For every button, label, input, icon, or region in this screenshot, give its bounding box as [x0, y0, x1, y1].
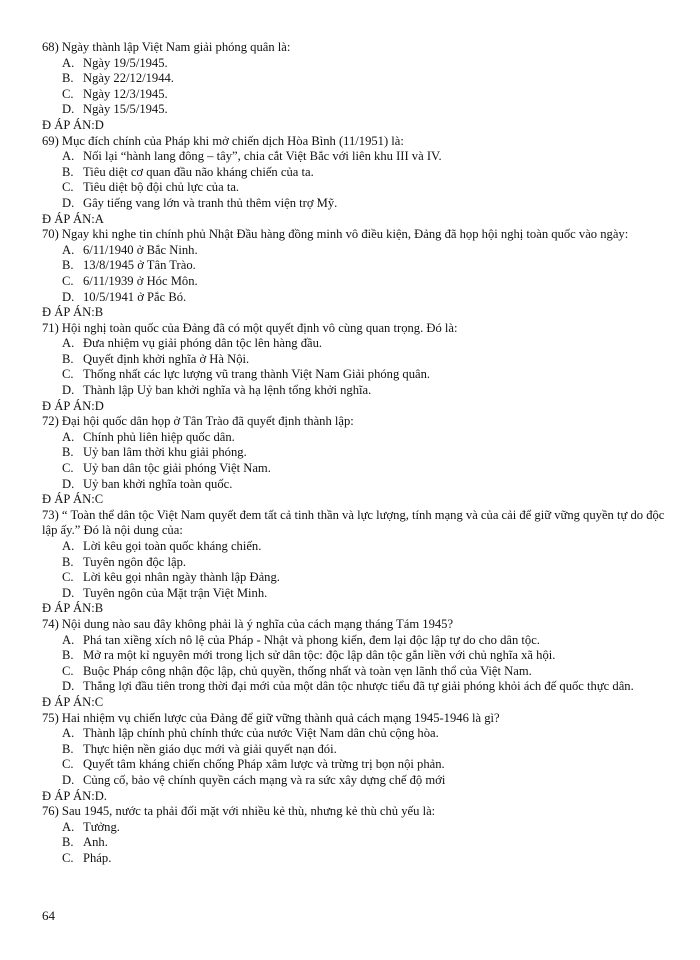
option-letter: D.: [62, 383, 75, 398]
option-letter: B.: [62, 835, 74, 850]
option-text: Ngày 15/5/1945.: [83, 102, 168, 117]
answer-option: [42, 56, 682, 72]
question-block: [42, 321, 682, 415]
option-letter: A.: [62, 149, 75, 164]
option-text: Lời kêu gọi nhân ngày thành lập Đảng.: [83, 570, 280, 585]
question-block: [42, 617, 682, 711]
option-letter: D.: [62, 289, 75, 304]
option-letter: A.: [62, 55, 75, 70]
option-letter: A.: [62, 726, 75, 741]
option-letter: A.: [62, 539, 75, 553]
answer-option: [42, 477, 682, 493]
option-text: Ngày 19/5/1945.: [83, 55, 168, 70]
option-text: Thành lập chính phủ chính thức của nước Việt Nam dân chủ cộng hòa.: [83, 726, 439, 741]
option-text: Quyết tâm kháng chiến chống Pháp xâm lược và trừng trị bọn nội phản.: [83, 757, 445, 772]
option-text: Ngày 12/3/1945.: [83, 86, 168, 101]
answer-option: [42, 586, 682, 602]
option-text: Uỷ ban lâm thời khu giải phóng.: [83, 445, 247, 460]
question-block: [42, 40, 682, 134]
answer-option: [42, 648, 682, 664]
option-text: Uỷ ban khởi nghĩa toàn quốc.: [83, 476, 233, 491]
option-letter: C.: [62, 570, 74, 585]
option-text: Tuyên ngôn độc lập.: [83, 554, 187, 569]
answer-option: [42, 102, 682, 118]
answer-option: [42, 461, 682, 477]
question-block: [42, 804, 682, 866]
question-block: [42, 414, 682, 508]
option-text: Đưa nhiệm vụ giải phóng dân tộc lên hàng đầu.: [83, 336, 323, 351]
answer-option: [42, 71, 682, 87]
option-letter: B.: [62, 741, 74, 756]
answer-option: [42, 274, 682, 290]
answer-option: [42, 196, 682, 212]
option-letter: B.: [62, 648, 74, 663]
option-text: 10/5/1941 ở Pắc Bó.: [83, 289, 187, 304]
answer-option: [42, 87, 682, 103]
option-letter: C.: [62, 367, 74, 382]
option-text: Thắng lợi đầu tiên trong thời đại mới của một dân tộc nhược tiểu đã tự giải phóng khỏi ách đế quốc thực dân.: [83, 679, 634, 694]
option-text: Tuyên ngôn của Mặt trận Việt Minh.: [83, 585, 268, 600]
option-text: Phá tan xiềng xích nô lệ của Pháp - Nhật và phong kiến, đem lại độc lập tự do cho dân tộc.: [83, 632, 540, 647]
option-text: Lời kêu gọi toàn quốc kháng chiến.: [83, 539, 262, 553]
answer-key: Đ ÁP ÁN:D.: [42, 788, 107, 803]
option-text: Tiêu diệt bộ đội chủ lực của ta.: [83, 180, 240, 195]
answer-key: Đ ÁP ÁN:B: [42, 601, 104, 616]
answer-option: [42, 336, 682, 352]
option-text: Mở ra một kỉ nguyên mới trong lịch sử dân tộc: độc lập dân tộc gắn liền với chủ nghĩa xã hội.: [83, 648, 556, 663]
question-block: [42, 227, 682, 321]
option-letter: A.: [62, 336, 75, 351]
question-block: [42, 508, 682, 617]
question-text: 74) Nội dung nào sau đây không phải là ý nghĩa của cách mạng tháng Tám 1945?: [42, 616, 454, 631]
option-text: Tiêu diệt cơ quan đầu não kháng chiến của ta.: [83, 164, 314, 179]
option-letter: C.: [62, 180, 74, 195]
option-text: Pháp.: [83, 850, 112, 865]
option-text: 6/11/1939 ở Hóc Môn.: [83, 273, 198, 288]
question-block: [42, 134, 682, 228]
answer-key: Đ ÁP ÁN:C: [42, 492, 104, 507]
question-text: 68) Ngày thành lập Việt Nam giải phóng quân là:: [42, 40, 291, 54]
answer-option: [42, 445, 682, 461]
option-letter: B.: [62, 554, 74, 569]
answer-option: [42, 835, 682, 851]
answer-option: [42, 290, 682, 306]
option-text: Uỷ ban dân tộc giải phóng Việt Nam.: [83, 461, 271, 476]
answer-option: [42, 679, 682, 695]
answer-option: [42, 180, 682, 196]
answer-key: Đ ÁP ÁN:D: [42, 398, 104, 413]
option-text: Thực hiện nền giáo dục mới và giải quyết nạn đói.: [83, 741, 337, 756]
answer-option: [42, 165, 682, 181]
option-text: Nối lại “hành lang đông – tây”, chia cắt Việt Bắc với liên khu III và IV.: [83, 149, 442, 164]
option-text: 6/11/1940 ở Bắc Ninh.: [83, 242, 198, 257]
option-letter: A.: [62, 632, 75, 647]
answer-option: [42, 352, 682, 368]
question-text: 75) Hai nhiệm vụ chiến lược của Đảng để giữ vững thành quả cách mạng 1945-1946 là gì?: [42, 710, 500, 725]
option-letter: B.: [62, 445, 74, 460]
option-letter: C.: [62, 86, 74, 101]
answer-option: [42, 149, 682, 165]
answer-option: [42, 430, 682, 446]
option-text: Buộc Pháp công nhận độc lập, chủ quyền, thống nhất và toàn vẹn lãnh thổ của Việt Nam.: [83, 663, 532, 678]
question-text: 71) Hội nghị toàn quốc của Đảng đã có một quyết định vô cùng quan trọng. Đó là:: [42, 320, 458, 335]
option-letter: B.: [62, 164, 74, 179]
option-letter: B.: [62, 351, 74, 366]
option-letter: C.: [62, 757, 74, 772]
option-text: Anh.: [83, 835, 108, 850]
answer-option: [42, 570, 682, 586]
option-text: Thành lập Uỷ ban khởi nghĩa và hạ lệnh tổng khởi nghĩa.: [83, 383, 372, 398]
answer-key: Đ ÁP ÁN:D: [42, 117, 104, 132]
question-text: 69) Mục đích chính của Pháp khi mở chiến dịch Hòa Bình (11/1951) là:: [42, 133, 404, 148]
option-letter: D.: [62, 772, 75, 787]
answer-key: Đ ÁP ÁN:B: [42, 305, 104, 320]
option-letter: A.: [62, 242, 75, 257]
answer-option: [42, 383, 682, 399]
option-letter: B.: [62, 258, 74, 273]
option-letter: C.: [62, 273, 74, 288]
option-letter: B.: [62, 71, 74, 86]
answer-option: [42, 726, 682, 742]
option-text: Ngày 22/12/1944.: [83, 71, 174, 86]
option-letter: C.: [62, 663, 74, 678]
option-letter: D.: [62, 102, 75, 117]
answer-option: [42, 633, 682, 649]
option-letter: D.: [62, 585, 75, 600]
page-number: 64: [42, 908, 55, 923]
question-text: 72) Đại hội quốc dân họp ở Tân Trào đã quyết định thành lập:: [42, 414, 354, 429]
option-letter: C.: [62, 461, 74, 476]
answer-option: [42, 243, 682, 259]
answer-option: [42, 742, 682, 758]
option-text: Thống nhất các lực lượng vũ trang thành Việt Nam Giải phóng quân.: [83, 367, 431, 382]
option-text: Gây tiếng vang lớn và tranh thủ thêm viện trợ Mỹ.: [83, 195, 338, 210]
question-list: [42, 40, 682, 866]
answer-option: [42, 664, 682, 680]
answer-key: Đ ÁP ÁN:A: [42, 211, 104, 226]
answer-option: [42, 773, 682, 789]
answer-option: [42, 258, 682, 274]
option-letter: C.: [62, 850, 74, 865]
option-text: Tưởng.: [83, 819, 120, 834]
option-letter: D.: [62, 476, 75, 491]
answer-option: [42, 367, 682, 383]
option-letter: A.: [62, 819, 75, 834]
question-block: [42, 711, 682, 805]
option-letter: D.: [62, 195, 75, 210]
question-text: 70) Ngay khi nghe tin chính phủ Nhật Đầu hàng đồng minh vô điều kiện, Đảng đã họp hội nghị toàn quốc vào ngày:: [42, 227, 629, 242]
answer-option: [42, 555, 682, 571]
answer-option: [42, 757, 682, 773]
answer-option: [42, 820, 682, 836]
option-text: 13/8/1945 ở Tân Trào.: [83, 258, 196, 273]
question-text: 76) Sau 1945, nước ta phải đối mặt với nhiều kẻ thù, nhưng kẻ thù chủ yếu là:: [42, 804, 436, 819]
answer-key: Đ ÁP ÁN:C: [42, 694, 104, 709]
question-text: 73) “ Toàn thể dân tộc Việt Nam quyết đem tất cả tinh thần và lực lượng, tính mạng và của cải để giữ vững quyền tự do độc lập ấy.” Đó là nội dung của:: [42, 507, 665, 538]
option-letter: A.: [62, 429, 75, 444]
answer-option: [42, 539, 682, 555]
option-letter: D.: [62, 679, 75, 694]
answer-option: [42, 851, 682, 867]
option-text: Chính phủ liên hiệp quốc dân.: [83, 429, 235, 444]
option-text: Củng cố, bảo vệ chính quyền cách mạng và ra sức xây dựng chế độ mới: [83, 772, 446, 787]
option-text: Quyết định khởi nghĩa ở Hà Nội.: [83, 351, 250, 366]
